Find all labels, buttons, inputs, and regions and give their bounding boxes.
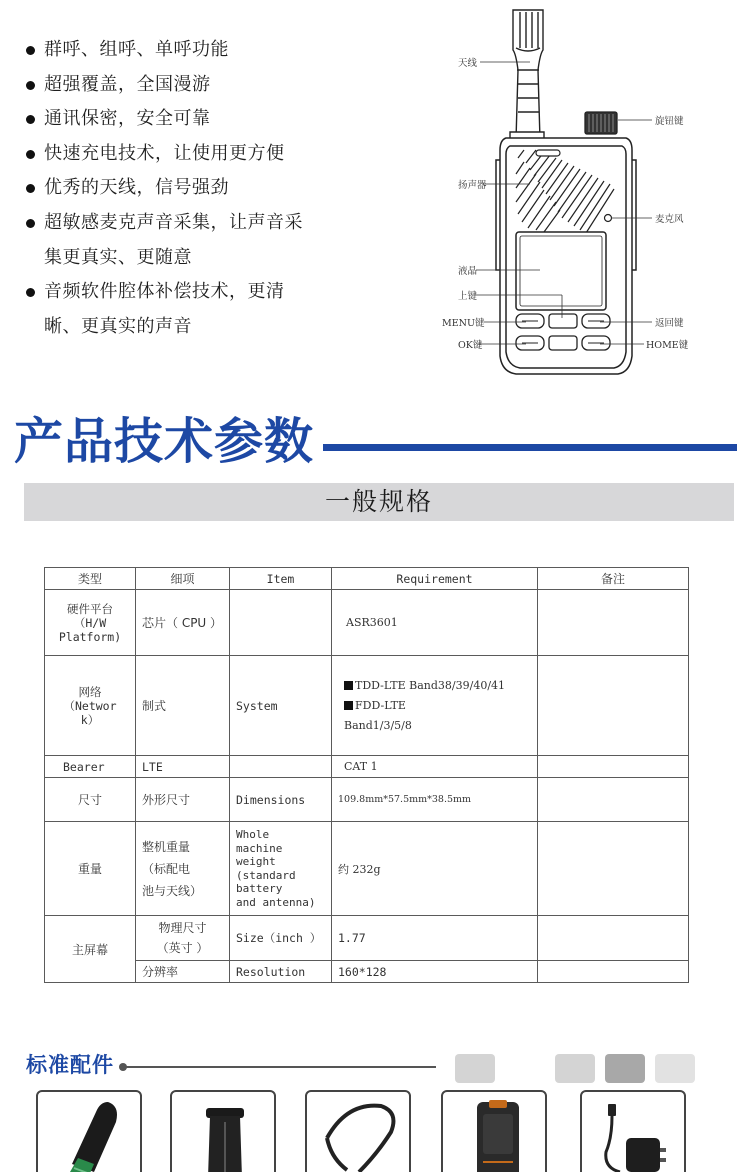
remark-cell bbox=[538, 756, 689, 778]
speaker-label: 扬声器 bbox=[458, 180, 487, 191]
sub-cell: LTE bbox=[136, 756, 230, 778]
accessories-line bbox=[122, 1066, 436, 1068]
up-key-label: 上键 bbox=[458, 291, 478, 302]
item-cell bbox=[230, 756, 332, 778]
sub-cell: 制式 bbox=[136, 656, 230, 756]
spec-band-title: 一般规格 bbox=[324, 487, 433, 516]
requirement-cell: 1.77 bbox=[332, 916, 538, 961]
sub-cell: 分辨率 bbox=[136, 961, 230, 983]
requirement-cell: ASR3601 bbox=[332, 590, 538, 656]
item-cell: Whole machine weight (standard battery and antenna) bbox=[230, 822, 332, 916]
table-row bbox=[45, 656, 689, 756]
accessory-lanyard bbox=[305, 1090, 411, 1172]
device-diagram bbox=[440, 0, 740, 390]
lcd-label: 液晶 bbox=[458, 266, 478, 277]
accessory-antenna bbox=[36, 1090, 142, 1172]
type-cell: 硬件平台 （H/W Platform) bbox=[45, 590, 136, 656]
feature-item: 超敏感麦克声音采集，让声音采 bbox=[22, 206, 342, 241]
mic-label: 麦克风 bbox=[655, 214, 684, 225]
table-row bbox=[45, 916, 689, 961]
accessories-title: 标准配件 bbox=[26, 1053, 114, 1077]
bullet-icon bbox=[26, 115, 35, 124]
title-underline bbox=[323, 444, 737, 451]
color-swatch bbox=[455, 1054, 495, 1083]
remark-cell bbox=[538, 916, 689, 961]
requirement-cell: 约 232g bbox=[332, 822, 538, 916]
battery-icon bbox=[443, 1092, 547, 1172]
remark-cell bbox=[538, 590, 689, 656]
table-header-row bbox=[45, 568, 689, 590]
remark-cell bbox=[538, 656, 689, 756]
feature-item: 音频软件腔体补偿技术，更清 bbox=[22, 275, 342, 310]
bullet-icon bbox=[26, 184, 35, 193]
back-key-label: 返回键 bbox=[655, 318, 684, 329]
square-bullet-icon bbox=[344, 681, 353, 690]
charger-icon bbox=[582, 1092, 686, 1172]
spec-table bbox=[44, 567, 689, 983]
accessory-belt-clip bbox=[170, 1090, 276, 1172]
feature-item: 超强覆盖，全国漫游 bbox=[22, 68, 342, 103]
feature-item-continued: 晰、更真实的声音 bbox=[44, 315, 192, 337]
type-cell: Bearer bbox=[45, 756, 136, 778]
feature-list bbox=[22, 33, 342, 344]
requirement-cell: CAT 1 bbox=[332, 756, 538, 778]
ok-key-label: OK键 bbox=[458, 340, 483, 351]
antenna-icon bbox=[38, 1092, 142, 1172]
bullet-icon bbox=[26, 150, 35, 159]
feature-item: 群呼、组呼、单呼功能 bbox=[22, 33, 342, 68]
feature-item-continued: 集更真实、更随意 bbox=[44, 246, 192, 268]
type-cell: 主屏幕 bbox=[45, 916, 136, 983]
header-sub: 细项 bbox=[136, 568, 230, 590]
sub-cell: 外形尺寸 bbox=[136, 778, 230, 822]
antenna-label: 天线 bbox=[458, 58, 478, 69]
item-cell bbox=[230, 590, 332, 656]
remark-cell bbox=[538, 961, 689, 983]
knob-label: 旋钮键 bbox=[655, 116, 684, 127]
belt-clip-icon bbox=[172, 1092, 276, 1172]
table-row bbox=[45, 756, 689, 778]
feature-item: 优秀的天线，信号强劲 bbox=[22, 171, 342, 206]
bullet-icon bbox=[26, 46, 35, 55]
accessory-charger bbox=[580, 1090, 686, 1172]
sub-cell: 芯片（ CPU ） bbox=[136, 590, 230, 656]
type-cell: 网络 （Networ k） bbox=[45, 656, 136, 756]
feature-item: 通讯保密，安全可靠 bbox=[22, 102, 342, 137]
requirement-cell: 109.8mm*57.5mm*38.5mm bbox=[332, 778, 538, 822]
table-row bbox=[45, 961, 689, 983]
header-requirement: Requirement bbox=[332, 568, 538, 590]
bullet-icon bbox=[26, 219, 35, 228]
lanyard-icon bbox=[307, 1092, 411, 1172]
item-cell: Size（inch ） bbox=[230, 916, 332, 961]
accessory-battery bbox=[441, 1090, 547, 1172]
table-row bbox=[45, 822, 689, 916]
home-key-label: HOME键 bbox=[646, 340, 689, 351]
color-swatch bbox=[655, 1054, 695, 1083]
bullet-icon bbox=[26, 81, 35, 90]
table-row bbox=[45, 778, 689, 822]
item-cell: Dimensions bbox=[230, 778, 332, 822]
type-cell: 重量 bbox=[45, 822, 136, 916]
sub-cell: 整机重量 （标配电 池与天线） bbox=[136, 822, 230, 916]
bullet-icon bbox=[26, 288, 35, 297]
color-swatch bbox=[605, 1054, 645, 1083]
item-cell: System bbox=[230, 656, 332, 756]
item-cell: Resolution bbox=[230, 961, 332, 983]
header-item: Item bbox=[230, 568, 332, 590]
color-swatch bbox=[555, 1054, 595, 1083]
type-cell: 尺寸 bbox=[45, 778, 136, 822]
sub-cell: 物理尺寸 （英寸 ） bbox=[136, 916, 230, 961]
section-title: 产品技术参数 bbox=[14, 413, 315, 470]
header-type: 类型 bbox=[45, 568, 136, 590]
table-row bbox=[45, 590, 689, 656]
header-remark: 备注 bbox=[538, 568, 689, 590]
walkie-talkie-illustration bbox=[440, 0, 740, 390]
remark-cell bbox=[538, 778, 689, 822]
square-bullet-icon bbox=[344, 701, 353, 710]
feature-item: 快速充电技术，让使用更方便 bbox=[22, 137, 342, 172]
remark-cell bbox=[538, 822, 689, 916]
requirement-cell: 160*128 bbox=[332, 961, 538, 983]
menu-key-label: MENU键 bbox=[442, 318, 485, 329]
requirement-cell: TDD-LTE Band38/39/40/41 FDD-LTE Band1/3/5/8 bbox=[332, 656, 538, 756]
